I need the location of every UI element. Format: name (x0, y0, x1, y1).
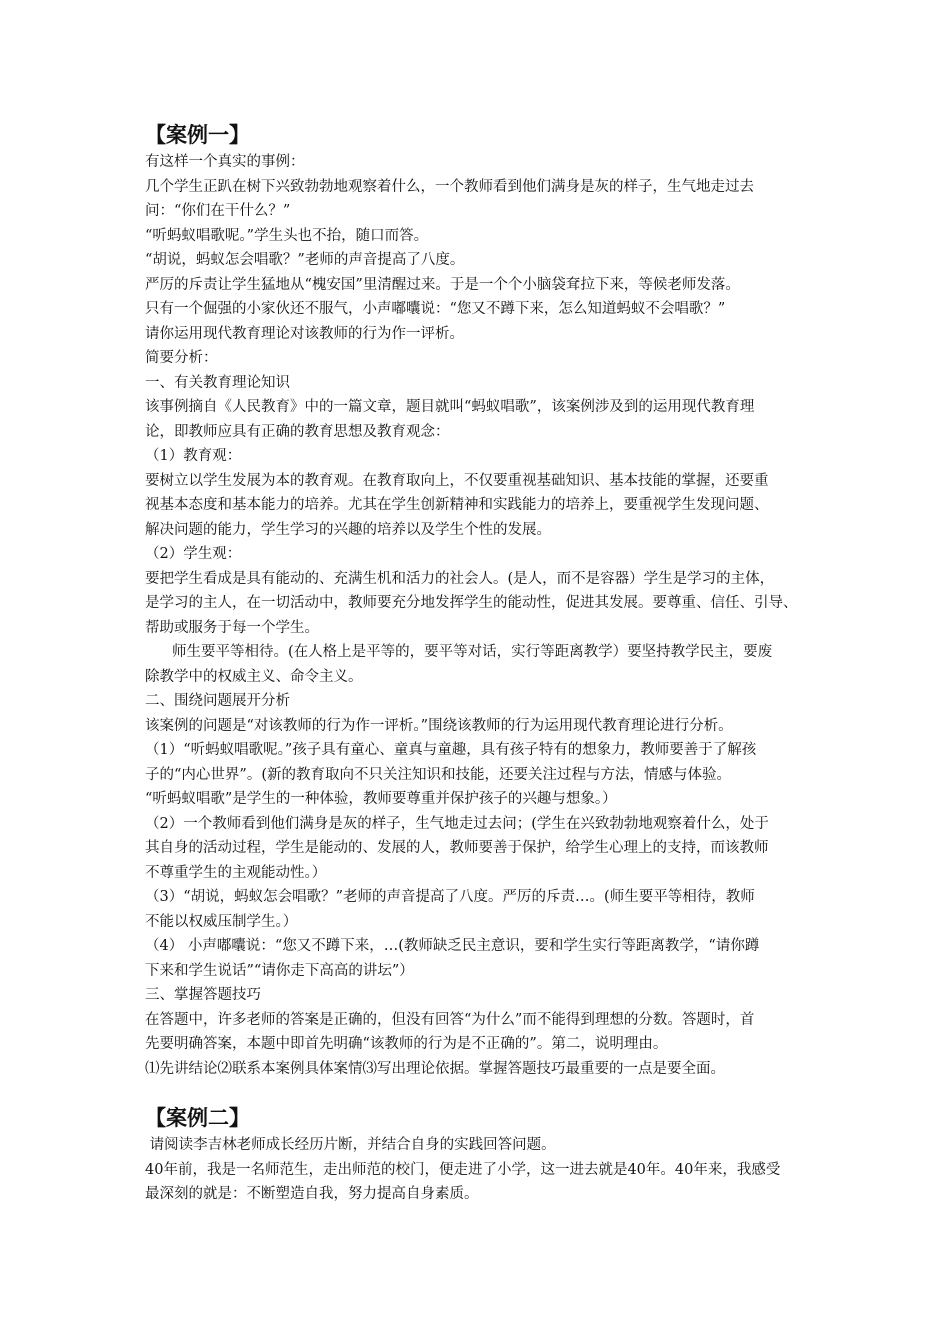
case1-line: 论，即教师应具有正确的教育思想及教育观念： (145, 423, 450, 440)
case1-line: “听蚂蚁唱歌呢。”学生头也不抬，随口而答。 (145, 227, 429, 244)
case1-line: 帮助或服务于每一个学生。 (145, 619, 319, 636)
case1-line: 子的“内心世界”。(新的教育取向不只关注知识和技能，还要关注过程与方法，情感与体验。 (145, 766, 731, 783)
case1-line: 解决问题的能力，学生学习的兴趣的培养以及学生个性的发展。 (145, 521, 551, 538)
case1-line: 只有一个倔强的小家伙还不服气，小声嘟囔说：“您又不蹲下来，怎么知道蚂蚁不会唱歌？” (145, 301, 726, 317)
case1-line: “听蚂蚁唱歌”是学生的一种体验，教师要尊重并保护孩子的兴趣与想象。） (145, 791, 617, 807)
case1-line: 要树立以学生发展为本的教育观。在教育取向上，不仅要重视基础知识、基本技能的掌握，还要重 (145, 472, 769, 489)
case2-line: 40年前，我是一名师范生，走出师范的校门，便走进了小学，这一进去就是40年。40年来，我感受 (145, 1161, 781, 1178)
case1-line: 除教学中的权威主义、命令主义。 (145, 668, 363, 685)
case1-line: 要把学生看成是具有能动的、充满生机和活力的社会人。(是人，而不是容器）学生是学习的主体， (145, 570, 775, 587)
case1-line: 是学习的主人，在一切活动中，教师要充分地发挥学生的能动性，促进其发展。要尊重、信任、引导、 (145, 595, 798, 611)
case1-line: ⑴先讲结论⑵联系本案例具体案情⑶写出理论依据。掌握答题技巧最重要的一点是要全面。 (145, 1060, 725, 1077)
case1-line: “胡说，蚂蚁怎会唱歌？”老师的声音提高了八度。 (145, 252, 465, 268)
case2-heading: 【案例二】 (145, 1106, 250, 1130)
case1-line: 不尊重学生的主观能动性。） (145, 864, 327, 881)
case2-line: 请阅读李吉林老师成长经历片断，并结合自身的实践回答问题。 (145, 1137, 556, 1153)
case1-line: （4） 小声嘟囔说：“您又不蹲下来，…(教师缺乏民主意识，要和学生实行等距离教学，“请你蹲 (145, 938, 760, 954)
case1-line: （1）“听蚂蚁唱歌呢。”孩子具有童心、童真与童趣，具有孩子特有的想象力，教师要善于了解孩 (145, 742, 757, 758)
case1-line: 其自身的活动过程，学生是能动的、发展的人，教师要善于保护，给学生心理上的支持，而该教师 (145, 840, 769, 856)
case1-line: 在答题中，许多老师的答案是正确的，但没有回答“为什么”而不能得到理想的分数。答题时，首 (145, 1011, 755, 1028)
section-title: 二、围绕问题展开分析 (145, 693, 290, 709)
case1-line: 简要分析： (145, 350, 218, 366)
case1-line: 不能以权威压制学生。） (145, 913, 298, 930)
case1-line: 严厉的斥责让学生猛地从“槐安国”里清醒过来。于是一个个小脑袋耷拉下来，等候老师发落。 (145, 276, 740, 293)
case1-line: 该事例摘自《人民教育》中的一篇文章，题目就叫“蚂蚁唱歌”，该案例涉及到的运用现代教育理 (145, 399, 755, 415)
case1-line: 下来和学生说话”“请你走下高高的讲坛”） (145, 962, 414, 979)
case1-line: 视基本态度和基本能力的培养。尤其在学生创新精神和实践能力的培养上，要重视学生发现问题、 (145, 497, 769, 513)
document-body (145, 120, 817, 1207)
case1-line: （2）一个教师看到他们满身是灰的样子，生气地走过去问；(学生在兴致勃勃地观察着什么，处于 (145, 815, 769, 832)
section-title: 一、有关教育理论知识 (145, 374, 290, 391)
case1-line: 有这样一个真实的事例： (145, 154, 305, 170)
case1-line: 该案例的问题是“对该教师的行为作一评析。”围绕该教师的行为运用现代教育理论进行分析。 (145, 717, 733, 734)
case1-heading: 【案例一】 (145, 123, 250, 147)
case1-line: 问：“你们在干什么？” (145, 203, 291, 219)
section-title: 三、掌握答题技巧 (145, 987, 261, 1003)
subsection-title: （2）学生观： (145, 546, 242, 562)
section-gap (145, 1081, 817, 1103)
case1-line: 几个学生正趴在树下兴致勃勃地观察着什么，一个教师看到他们满身是灰的样子，生气地走过去 (145, 178, 754, 195)
case1-line: 先要明确答案，本题中即首先明确“该教师的行为是不正确的”。第二，说明理由。 (145, 1036, 668, 1052)
subsection-title: （1）教育观： (145, 448, 242, 464)
case1-line: 请你运用现代教育理论对该教师的行为作一评析。 (145, 325, 464, 342)
case1-line: 师生要平等相待。(在人格上是平等的，要平等对话，实行等距离教学）要坚持教学民主，要废 (172, 644, 773, 660)
case2-line: 最深刻的就是：不断塑造自我，努力提高自身素质。 (145, 1186, 479, 1202)
case1-line: （3）“胡说，蚂蚁怎会唱歌？”老师的声音提高了八度。严厉的斥责…。(师生要平等相待，教师 (145, 889, 755, 905)
